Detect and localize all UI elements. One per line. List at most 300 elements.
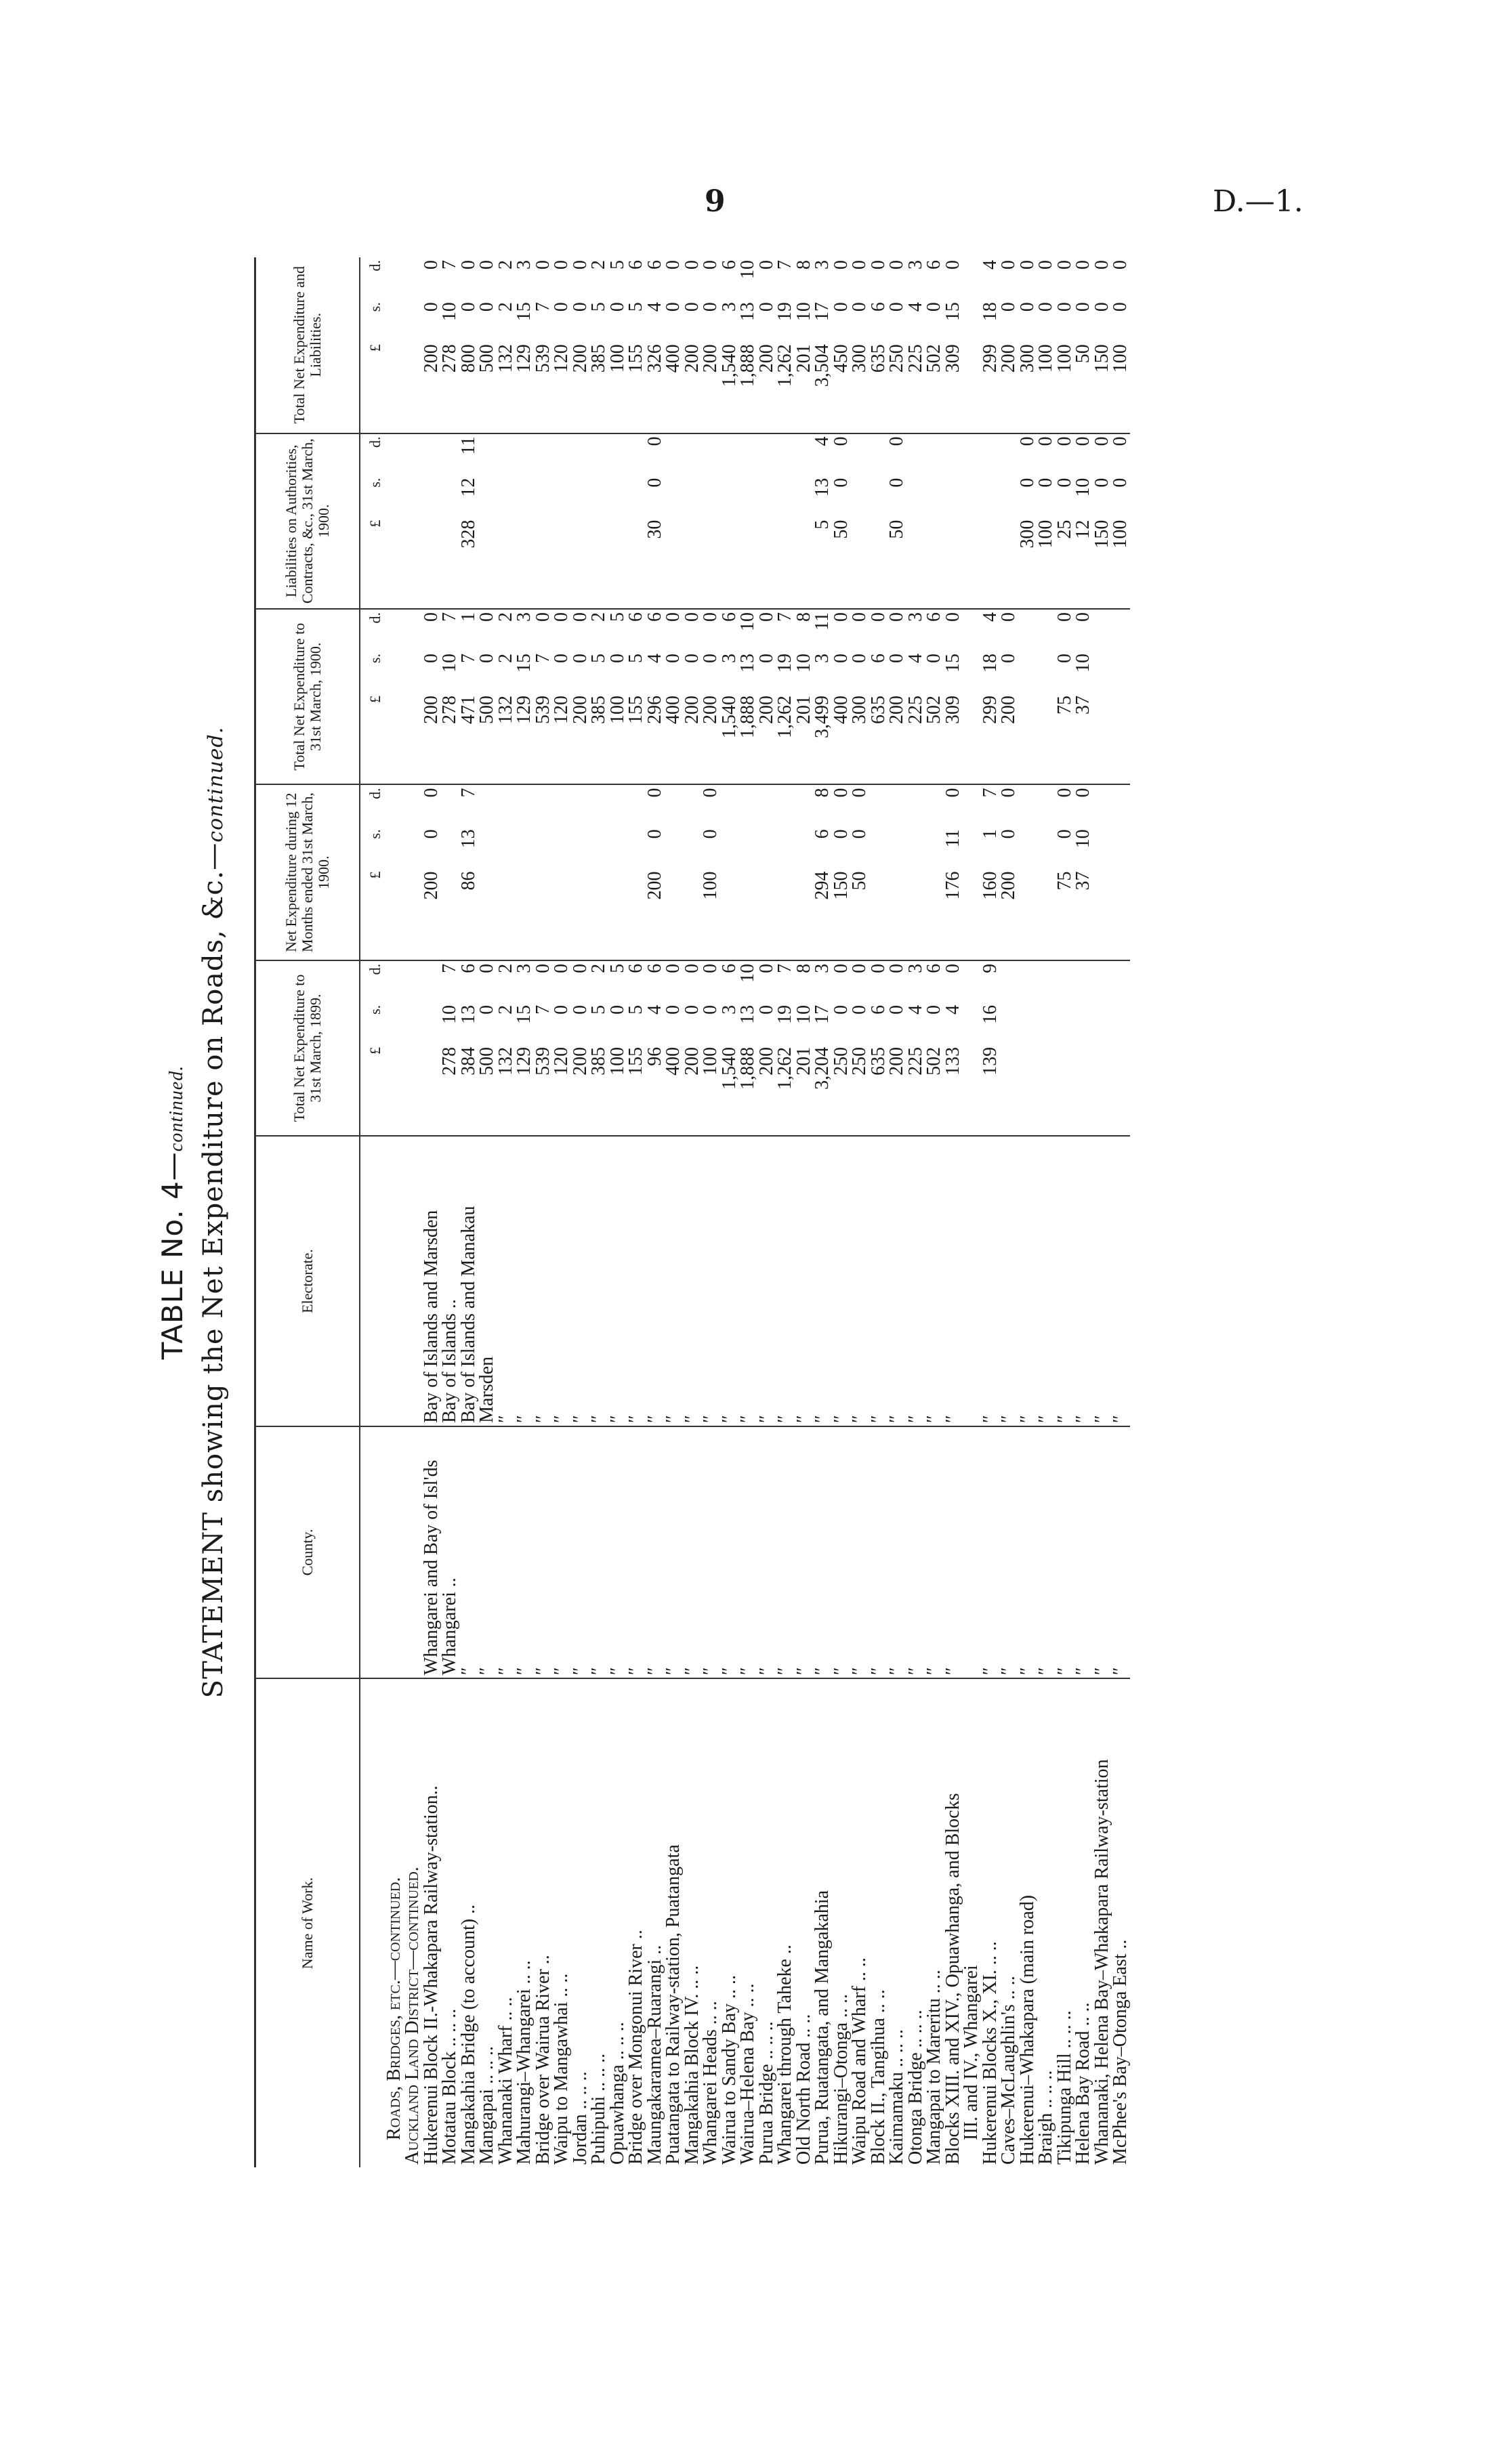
amount-shillings: 13 bbox=[457, 829, 479, 849]
amount-pence bbox=[497, 433, 516, 475]
amount-shillings: 0 bbox=[663, 1004, 684, 1015]
work-name: Caves–McLaughlin's .. .. bbox=[998, 1976, 1019, 2165]
amount-pence: 7 bbox=[774, 260, 795, 270]
county: ″ bbox=[813, 1426, 832, 1678]
amount-pounds: 326 bbox=[646, 341, 665, 433]
amount-pounds: 539 bbox=[534, 1044, 553, 1136]
amount-pounds: 635 bbox=[869, 1044, 888, 1136]
amount-pence: 6 bbox=[644, 260, 665, 270]
amount-shillings: 4 bbox=[904, 654, 926, 663]
amount-pence bbox=[962, 257, 981, 299]
amount-pounds: 300 bbox=[850, 693, 869, 784]
amount-pence: 0 bbox=[1035, 260, 1056, 270]
amount-shillings: 0 bbox=[551, 302, 572, 312]
table-row bbox=[1111, 257, 1130, 2167]
electorate: ″ bbox=[795, 1136, 814, 1426]
amount-shillings: 4 bbox=[904, 302, 926, 312]
amount-shillings bbox=[1111, 826, 1130, 868]
amount-pence: 2 bbox=[495, 612, 516, 622]
amount-pence: 0 bbox=[942, 963, 963, 973]
amount-shillings: 17 bbox=[812, 302, 833, 322]
amount-pence bbox=[552, 784, 571, 826]
amount-pence: 0 bbox=[998, 260, 1019, 270]
amount-shillings: 15 bbox=[514, 1004, 535, 1024]
amount-pence: 10 bbox=[737, 612, 758, 631]
unit-pence: d. bbox=[367, 436, 383, 448]
amount-pounds: 299 bbox=[981, 693, 1000, 784]
amount-shillings: 0 bbox=[569, 654, 591, 663]
amount-pounds bbox=[608, 868, 627, 960]
table-row bbox=[757, 257, 776, 2167]
amount-pounds: 1,540 bbox=[720, 693, 739, 784]
amount-shillings: 0 bbox=[476, 654, 497, 663]
amount-pounds: 450 bbox=[832, 341, 851, 433]
amount-pence bbox=[906, 433, 925, 475]
work-name: Waipu Road and Wharf .. .. bbox=[849, 1957, 870, 2165]
amount-shillings bbox=[1018, 826, 1037, 868]
amount-shillings: 2 bbox=[495, 302, 516, 312]
amount-shillings bbox=[757, 475, 776, 517]
amount-pence: 0 bbox=[420, 260, 442, 270]
amount-shillings: 0 bbox=[923, 654, 944, 663]
amount-shillings bbox=[1093, 1002, 1112, 1044]
amount-pence bbox=[1111, 784, 1130, 826]
amount-shillings: 2 bbox=[495, 654, 516, 663]
amount-pence: 6 bbox=[718, 612, 740, 622]
amount-pence bbox=[497, 784, 516, 826]
amount-shillings bbox=[534, 826, 553, 868]
amount-pounds: 1,262 bbox=[776, 1044, 795, 1136]
amount-pounds bbox=[589, 517, 608, 609]
amount-pence: 4 bbox=[979, 612, 1001, 622]
amount-pence: 0 bbox=[1053, 436, 1075, 446]
amount-shillings bbox=[1093, 651, 1112, 693]
amount-shillings: 12 bbox=[457, 477, 479, 497]
amount-shillings bbox=[776, 826, 795, 868]
county: ″ bbox=[738, 1426, 757, 1678]
county bbox=[962, 1426, 981, 1678]
table-title-text: TABLE No. 4— bbox=[156, 1151, 189, 1360]
work-name: Purua, Ruatangata, and Mangakahia bbox=[812, 1890, 833, 2165]
work-name: Old North Road .. .. bbox=[793, 2014, 814, 2165]
table-row bbox=[534, 257, 553, 2167]
amount-pounds: 300 bbox=[850, 341, 869, 433]
unit-pound: £ bbox=[360, 868, 385, 960]
work-name: Maungakaramea–Ruarangi .. bbox=[644, 1945, 665, 2165]
amount-shillings: 6 bbox=[867, 1004, 889, 1015]
amount-shillings: 0 bbox=[886, 1004, 907, 1015]
work-name: Bridge over Wairua River .. bbox=[532, 1955, 553, 2165]
work-name: Puatangata to Railway-station, Puatangata bbox=[663, 1844, 684, 2165]
amount-shillings: 0 bbox=[700, 1004, 721, 1015]
amount-shillings: 10 bbox=[1072, 654, 1093, 673]
amount-pence: 0 bbox=[886, 436, 907, 446]
amount-pence bbox=[1018, 784, 1037, 826]
amount-shillings: 11 bbox=[942, 829, 963, 848]
electorate: ″ bbox=[534, 1136, 553, 1426]
amount-pence: 0 bbox=[830, 963, 852, 973]
amount-pounds: 100 bbox=[1056, 341, 1074, 433]
electorate: ″ bbox=[981, 1136, 1000, 1426]
amount-pence: 6 bbox=[625, 260, 646, 270]
amount-shillings: 0 bbox=[700, 302, 721, 312]
amount-pence bbox=[1093, 960, 1112, 1002]
amount-shillings: 0 bbox=[755, 302, 777, 312]
amount-pence bbox=[1074, 960, 1093, 1002]
amount-pounds: 132 bbox=[497, 341, 516, 433]
work-name: Mangapai .. .. .. bbox=[476, 2046, 497, 2165]
header-col5-label: Total Net Expenditure and Liabilities. bbox=[290, 266, 324, 424]
amount-pounds: 201 bbox=[795, 341, 814, 433]
electorate: ″ bbox=[589, 1136, 608, 1426]
electorate: ″ bbox=[515, 1136, 534, 1426]
amount-pounds: 400 bbox=[664, 1044, 683, 1136]
amount-shillings bbox=[1018, 651, 1037, 693]
amount-pounds: 37 bbox=[1074, 693, 1093, 784]
amount-shillings: 3 bbox=[812, 654, 833, 663]
electorate: ″ bbox=[627, 1136, 646, 1426]
amount-pence bbox=[664, 784, 683, 826]
amount-pounds: 100 bbox=[608, 341, 627, 433]
amount-shillings bbox=[720, 826, 739, 868]
amount-pounds: 250 bbox=[887, 341, 906, 433]
amount-shillings: 0 bbox=[830, 477, 852, 488]
amount-pounds bbox=[925, 517, 944, 609]
amount-shillings bbox=[981, 475, 1000, 517]
amount-pence: 0 bbox=[849, 963, 870, 973]
amount-pence bbox=[478, 433, 497, 475]
amount-shillings: 0 bbox=[551, 654, 572, 663]
amount-pounds bbox=[1018, 868, 1037, 960]
amount-shillings: 0 bbox=[1110, 302, 1131, 312]
electorate: ″ bbox=[552, 1136, 571, 1426]
amount-pence: 7 bbox=[439, 963, 460, 973]
amount-shillings: 5 bbox=[588, 302, 609, 312]
amount-pounds bbox=[720, 517, 739, 609]
table-row bbox=[589, 257, 608, 2167]
amount-pence: 0 bbox=[998, 788, 1019, 798]
amount-pounds: 200 bbox=[999, 693, 1018, 784]
amount-pence bbox=[515, 784, 534, 826]
amount-pence: 0 bbox=[755, 963, 777, 973]
amount-pence: 8 bbox=[793, 612, 814, 622]
amount-pounds bbox=[627, 517, 646, 609]
amount-pence: 0 bbox=[569, 963, 591, 973]
amount-shillings: 10 bbox=[793, 302, 814, 322]
amount-shillings: 19 bbox=[774, 302, 795, 322]
amount-pence: 6 bbox=[718, 963, 740, 973]
amount-shillings: 0 bbox=[681, 654, 703, 663]
table-row bbox=[497, 257, 516, 2167]
table-row bbox=[459, 257, 478, 2167]
amount-pounds bbox=[850, 517, 869, 609]
amount-shillings: 5 bbox=[625, 654, 646, 663]
amount-pounds bbox=[1111, 693, 1130, 784]
amount-shillings: 13 bbox=[812, 477, 833, 497]
amount-shillings: 10 bbox=[439, 302, 460, 322]
amount-shillings: 0 bbox=[1053, 829, 1075, 839]
amount-shillings: 0 bbox=[998, 302, 1019, 312]
amount-pence: 0 bbox=[700, 612, 721, 622]
amount-pence bbox=[720, 784, 739, 826]
amount-pence: 0 bbox=[457, 260, 479, 270]
amount-pounds: 176 bbox=[944, 868, 963, 960]
amount-shillings: 1 bbox=[979, 829, 1001, 839]
table-row bbox=[813, 257, 832, 2167]
amount-pounds: 50 bbox=[850, 868, 869, 960]
amount-pence: 9 bbox=[979, 963, 1001, 973]
electorate: ″ bbox=[571, 1136, 590, 1426]
electorate: ″ bbox=[1037, 1136, 1056, 1426]
amount-pence: 3 bbox=[514, 963, 535, 973]
amount-pounds bbox=[683, 868, 702, 960]
amount-shillings: 16 bbox=[979, 1004, 1001, 1024]
amount-shillings bbox=[850, 475, 869, 517]
amount-pounds: 75 bbox=[1056, 693, 1074, 784]
amount-pence: 2 bbox=[588, 612, 609, 622]
amount-shillings bbox=[962, 826, 981, 868]
amount-shillings bbox=[664, 475, 683, 517]
amount-shillings bbox=[497, 826, 516, 868]
amount-pounds: 200 bbox=[757, 341, 776, 433]
amount-shillings: 0 bbox=[849, 302, 870, 312]
amount-pounds: 800 bbox=[459, 341, 478, 433]
county: ″ bbox=[925, 1426, 944, 1678]
amount-pounds bbox=[1018, 693, 1037, 784]
amount-shillings bbox=[1111, 651, 1130, 693]
amount-shillings bbox=[906, 826, 925, 868]
table-row bbox=[627, 257, 646, 2167]
amount-pence: 7 bbox=[774, 963, 795, 973]
amount-pounds: 635 bbox=[869, 341, 888, 433]
table-row bbox=[552, 257, 571, 2167]
electorate: ″ bbox=[738, 1136, 757, 1426]
amount-shillings bbox=[1037, 651, 1056, 693]
county: ″ bbox=[664, 1426, 683, 1678]
amount-shillings: 15 bbox=[514, 302, 535, 322]
amount-pence: 0 bbox=[476, 963, 497, 973]
work-name: Mangakahia Bridge (to account) .. bbox=[457, 1904, 479, 2165]
amount-pounds bbox=[440, 868, 459, 960]
header-col2-label: Net Expenditure during 12 Months ended 31st March, 1900. bbox=[282, 792, 333, 953]
table-row bbox=[720, 257, 739, 2167]
amount-shillings: 17 bbox=[812, 1004, 833, 1024]
amount-pounds: 200 bbox=[887, 1044, 906, 1136]
amount-pounds bbox=[869, 868, 888, 960]
amount-shillings bbox=[776, 475, 795, 517]
amount-pounds: 100 bbox=[701, 868, 720, 960]
amount-shillings: 0 bbox=[849, 829, 870, 839]
amount-shillings bbox=[589, 475, 608, 517]
amount-shillings: 10 bbox=[439, 1004, 460, 1024]
unit-pound: £ bbox=[360, 1044, 385, 1136]
unit-pence: d. bbox=[367, 260, 383, 272]
amount-pence: 0 bbox=[663, 612, 684, 622]
table-row bbox=[1093, 257, 1112, 2167]
amount-pounds: 471 bbox=[459, 693, 478, 784]
table-row bbox=[795, 257, 814, 2167]
amount-shillings: 6 bbox=[867, 302, 889, 312]
amount-pence bbox=[1037, 784, 1056, 826]
work-name: Hikurangi–Otonga .. .. bbox=[830, 1994, 852, 2165]
amount-pounds bbox=[906, 868, 925, 960]
table-row bbox=[776, 257, 795, 2167]
amount-pence bbox=[589, 433, 608, 475]
table-subtitle-continued: continued. bbox=[204, 726, 228, 843]
work-name: Bridge over Mongonui River .. bbox=[625, 1930, 646, 2165]
amount-pounds: 129 bbox=[515, 341, 534, 433]
amount-pence bbox=[906, 784, 925, 826]
amount-pounds: 278 bbox=[440, 1044, 459, 1136]
amount-shillings bbox=[962, 651, 981, 693]
county: ″ bbox=[1111, 1426, 1130, 1678]
electorate: ″ bbox=[1074, 1136, 1093, 1426]
work-name: Whananaki, Helena Bay–Whakapara Railway-station bbox=[1091, 1759, 1112, 2165]
amount-pounds: 200 bbox=[701, 693, 720, 784]
amount-pence: 0 bbox=[942, 260, 963, 270]
amount-pounds: 155 bbox=[627, 341, 646, 433]
amount-pounds bbox=[738, 868, 757, 960]
amount-pence bbox=[962, 609, 981, 651]
amount-shillings bbox=[1037, 826, 1056, 868]
county: Whangarei and Bay of Isl'ds bbox=[422, 1426, 441, 1678]
amount-pence bbox=[683, 433, 702, 475]
amount-pence bbox=[795, 433, 814, 475]
amount-shillings bbox=[738, 475, 757, 517]
amount-shillings bbox=[422, 1002, 441, 1044]
amount-shillings: 0 bbox=[420, 654, 442, 663]
amount-shillings: 0 bbox=[644, 477, 665, 488]
amount-shillings: 7 bbox=[457, 654, 479, 663]
amount-pence: 0 bbox=[532, 963, 553, 973]
amount-shillings: 0 bbox=[1110, 477, 1131, 488]
amount-pence: 0 bbox=[420, 788, 442, 798]
amount-pounds bbox=[552, 517, 571, 609]
amount-pence: 0 bbox=[886, 612, 907, 622]
amount-pence bbox=[738, 784, 757, 826]
amount-pence: 0 bbox=[1053, 612, 1075, 622]
work-name: Hukerenui Blocks X., XI. .. .. bbox=[979, 1941, 1001, 2165]
amount-shillings bbox=[738, 826, 757, 868]
amount-shillings bbox=[534, 475, 553, 517]
county: ″ bbox=[627, 1426, 646, 1678]
amount-pence: 0 bbox=[476, 260, 497, 270]
electorate: ″ bbox=[664, 1136, 683, 1426]
electorate: ″ bbox=[646, 1136, 665, 1426]
amount-pence: 0 bbox=[886, 963, 907, 973]
amount-pence bbox=[664, 433, 683, 475]
work-name: Mangakahia Block IV. .. .. bbox=[681, 1965, 703, 2165]
amount-pounds bbox=[962, 517, 981, 609]
amount-pounds: 500 bbox=[478, 1044, 497, 1136]
amount-pence: 0 bbox=[942, 612, 963, 622]
electorate: ″ bbox=[906, 1136, 925, 1426]
amount-shillings bbox=[1074, 1002, 1093, 1044]
header-county: County. bbox=[255, 1426, 360, 1678]
header-name: Name of Work. bbox=[255, 1678, 360, 2167]
amount-shillings bbox=[925, 475, 944, 517]
amount-shillings bbox=[497, 475, 516, 517]
amount-pounds bbox=[608, 517, 627, 609]
amount-pounds: 385 bbox=[589, 693, 608, 784]
table-row bbox=[1037, 257, 1056, 2167]
amount-shillings: 7 bbox=[532, 302, 553, 312]
amount-pounds: 86 bbox=[459, 868, 478, 960]
amount-shillings bbox=[683, 826, 702, 868]
amount-pounds: 1,540 bbox=[720, 341, 739, 433]
amount-pounds bbox=[1037, 693, 1056, 784]
unit-shilling: s. bbox=[367, 302, 383, 312]
amount-shillings: 0 bbox=[551, 1004, 572, 1015]
amount-shillings: 0 bbox=[849, 654, 870, 663]
electorate: Marsden bbox=[478, 1136, 497, 1426]
unit-pence: d. bbox=[367, 788, 383, 799]
amount-pence: 2 bbox=[495, 963, 516, 973]
amount-pounds bbox=[515, 517, 534, 609]
amount-pounds bbox=[887, 868, 906, 960]
amount-pounds: 12 bbox=[1074, 517, 1093, 609]
amount-pence bbox=[440, 784, 459, 826]
amount-shillings bbox=[571, 826, 590, 868]
amount-pence: 8 bbox=[793, 260, 814, 270]
amount-pounds bbox=[440, 517, 459, 609]
table-row bbox=[664, 257, 683, 2167]
electorate: ″ bbox=[1111, 1136, 1130, 1426]
amount-shillings bbox=[589, 826, 608, 868]
amount-pence bbox=[534, 433, 553, 475]
work-name: Mangapai to Mareritu .. .. bbox=[923, 1970, 944, 2165]
unit-pound: £ bbox=[360, 693, 385, 784]
amount-shillings bbox=[701, 475, 720, 517]
electorate: ″ bbox=[832, 1136, 851, 1426]
section-heading: Roads, Bridges, etc.—continued. bbox=[383, 1877, 404, 2140]
page-number: 9 bbox=[705, 184, 726, 219]
amount-pence: 8 bbox=[793, 963, 814, 973]
amount-shillings bbox=[962, 475, 981, 517]
amount-pence bbox=[776, 433, 795, 475]
work-name: Waipu to Mangawhai .. .. bbox=[551, 1973, 572, 2165]
amount-pounds: 250 bbox=[850, 1044, 869, 1136]
amount-pounds bbox=[944, 517, 963, 609]
unit-shilling: s. bbox=[367, 477, 383, 488]
amount-shillings: 0 bbox=[1091, 477, 1112, 488]
electorate: ″ bbox=[1056, 1136, 1074, 1426]
amount-pence: 0 bbox=[551, 612, 572, 622]
amount-shillings bbox=[608, 475, 627, 517]
amount-pence bbox=[738, 433, 757, 475]
amount-shillings bbox=[440, 475, 459, 517]
amount-pence: 0 bbox=[1091, 260, 1112, 270]
amount-pence: 0 bbox=[644, 788, 665, 798]
electorate: Bay of Islands and Marsden bbox=[422, 1136, 441, 1426]
amount-shillings bbox=[515, 826, 534, 868]
county: ″ bbox=[608, 1426, 627, 1678]
amount-shillings bbox=[720, 475, 739, 517]
amount-pence: 0 bbox=[644, 436, 665, 446]
county: ″ bbox=[850, 1426, 869, 1678]
table-row bbox=[944, 257, 963, 2167]
header-col3 bbox=[255, 609, 360, 784]
amount-pounds: 100 bbox=[608, 1044, 627, 1136]
work-name: Tikipunga Hill .. .. .. bbox=[1053, 2010, 1075, 2165]
county: ″ bbox=[683, 1426, 702, 1678]
table-row bbox=[1018, 257, 1037, 2167]
amount-pounds: 200 bbox=[571, 341, 590, 433]
amount-pence: 0 bbox=[867, 963, 889, 973]
county: ″ bbox=[944, 1426, 963, 1678]
amount-pence bbox=[627, 433, 646, 475]
amount-shillings bbox=[627, 826, 646, 868]
